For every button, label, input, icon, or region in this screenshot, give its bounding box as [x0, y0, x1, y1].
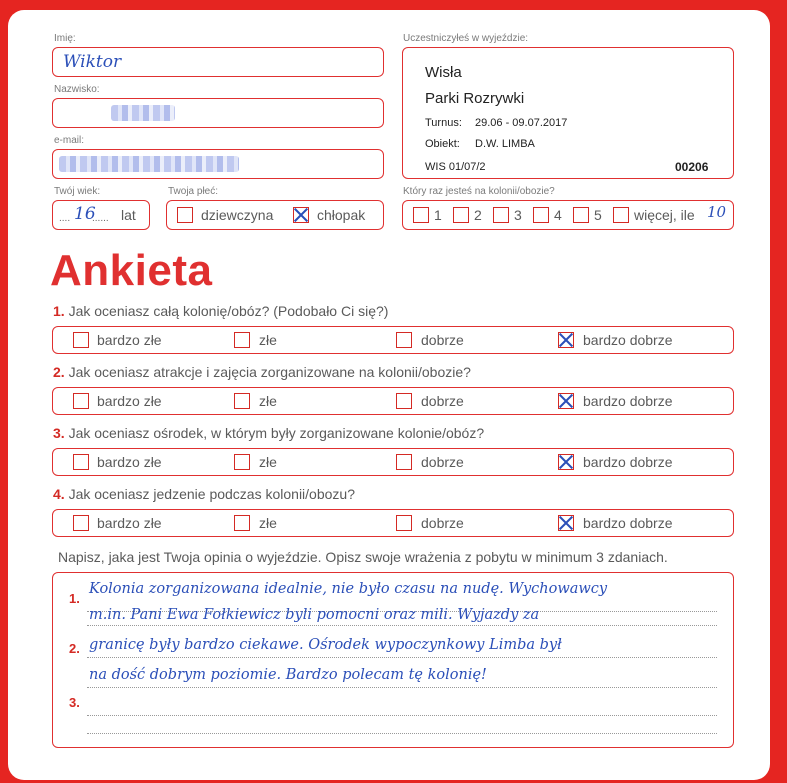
question-text: Jak oceniasz ośrodek, w którym były zorganizowane kolonie/obóz?: [68, 425, 485, 441]
option-bardzo-zle: bardzo złe: [97, 332, 162, 348]
label-imie: Imię:: [54, 33, 76, 44]
question-text: Jak oceniasz całą kolonię/obóz? (Podobało Ci się?): [68, 303, 389, 319]
option-chlopak: chłopak: [317, 207, 366, 223]
redacted-email: [59, 156, 239, 172]
label-ktory-raz: Który raz jesteś na kolonii/obozie?: [403, 186, 555, 197]
survey-title: Ankieta: [50, 246, 213, 295]
option-zle: złe: [259, 515, 277, 531]
checkbox-bardzo-dobrze[interactable]: [558, 454, 574, 470]
opinion-number-1: 1.: [69, 591, 80, 606]
question-text: Jak oceniasz jedzenie podczas kolonii/obozu?: [68, 486, 355, 502]
option-bardzo-dobrze: bardzo dobrze: [583, 454, 673, 470]
option-bardzo-dobrze: bardzo dobrze: [583, 393, 673, 409]
trip-obiekt: D.W. LIMBA: [475, 138, 535, 150]
value-wiek: 16: [74, 204, 96, 224]
option-raz-5: 5: [594, 207, 602, 223]
option-raz-wiecej: więcej, ile: [634, 207, 695, 223]
option-zle: złe: [259, 393, 277, 409]
opinion-textarea[interactable]: [52, 572, 734, 748]
checkbox-raz-1[interactable]: [413, 207, 429, 223]
option-raz-2: 2: [474, 207, 482, 223]
value-ktory-raz: 10: [707, 203, 727, 221]
checkbox-bardzo-dobrze[interactable]: [558, 332, 574, 348]
checkbox-raz-5[interactable]: [573, 207, 589, 223]
option-raz-3: 3: [514, 207, 522, 223]
option-dobrze: dobrze: [421, 393, 464, 409]
opinion-line-3: granicę były bardzo ciekawe. Ośrodek wypoczynkowy Limba był: [89, 637, 562, 653]
option-raz-4: 4: [554, 207, 562, 223]
checkbox-bardzo-zle[interactable]: [73, 332, 89, 348]
question-text: Jak oceniasz atrakcje i zajęcia zorganizowane na kolonii/obozie?: [68, 364, 471, 380]
checkbox-bardzo-zle[interactable]: [73, 515, 89, 531]
checkbox-raz-4[interactable]: [533, 207, 549, 223]
checkbox-raz-3[interactable]: [493, 207, 509, 223]
trip-obiekt-label: Obiekt:: [425, 138, 460, 150]
opinion-number-3: 3.: [69, 695, 80, 710]
field-imie[interactable]: [52, 47, 384, 77]
trip-place: Wisła: [425, 64, 462, 81]
checkbox-dobrze[interactable]: [396, 454, 412, 470]
checkbox-dobrze[interactable]: [396, 393, 412, 409]
writing-line: [87, 625, 717, 626]
label-nazwisko: Nazwisko:: [54, 84, 100, 95]
field-plec: [166, 200, 384, 230]
checkbox-dziewczyna[interactable]: [177, 207, 193, 223]
field-ktory-raz: [402, 200, 734, 230]
value-imie: Wiktor: [63, 52, 122, 72]
dots-wiek-before: ....: [59, 213, 71, 224]
field-wiek[interactable]: [52, 200, 150, 230]
question-number: 4.: [53, 486, 65, 502]
option-bardzo-zle: bardzo złe: [97, 454, 162, 470]
option-zle: złe: [259, 454, 277, 470]
checkbox-chlopak[interactable]: [293, 207, 309, 223]
checkbox-zle[interactable]: [234, 393, 250, 409]
answer-box: [52, 326, 734, 354]
redacted-nazwisko: [111, 105, 175, 121]
option-dziewczyna: dziewczyna: [201, 207, 274, 223]
checkbox-raz-wiecej[interactable]: [613, 207, 629, 223]
label-email: e-mail:: [54, 135, 85, 146]
question-number: 2.: [53, 364, 65, 380]
checkbox-zle[interactable]: [234, 332, 250, 348]
checkbox-raz-2[interactable]: [453, 207, 469, 223]
trip-name: Parki Rozrywki: [425, 90, 525, 107]
option-dobrze: dobrze: [421, 454, 464, 470]
checkbox-zle[interactable]: [234, 515, 250, 531]
dots-wiek-after: ......: [92, 213, 109, 224]
answer-box: [52, 448, 734, 476]
question-number: 1.: [53, 303, 65, 319]
checkbox-dobrze[interactable]: [396, 332, 412, 348]
answer-box: [52, 387, 734, 415]
question-number: 3.: [53, 425, 65, 441]
trip-info-box: [402, 47, 734, 179]
option-bardzo-dobrze: bardzo dobrze: [583, 515, 673, 531]
checkbox-zle[interactable]: [234, 454, 250, 470]
opinion-line-4: na dość dobrym poziomie. Bardzo polecam tę kolonię!: [89, 667, 487, 683]
label-plec: Twoja płeć:: [168, 186, 219, 197]
checkbox-bardzo-dobrze[interactable]: [558, 393, 574, 409]
trip-turnus: 29.06 - 09.07.2017: [475, 117, 568, 129]
field-email[interactable]: [52, 149, 384, 179]
writing-line: [87, 715, 717, 716]
option-bardzo-zle: bardzo złe: [97, 515, 162, 531]
writing-line: [87, 733, 717, 734]
opinion-prompt: Napisz, jaka jest Twoja opinia o wyjeździe. Opisz swoje wrażenia z pobytu w minimum 3 zdaniach.: [58, 549, 668, 565]
option-zle: złe: [259, 332, 277, 348]
trip-code: WIS 01/07/2: [425, 161, 486, 173]
option-dobrze: dobrze: [421, 515, 464, 531]
checkbox-bardzo-zle[interactable]: [73, 454, 89, 470]
option-bardzo-zle: bardzo złe: [97, 393, 162, 409]
opinion-line-1: Kolonia zorganizowana idealnie, nie było czasu na nudę. Wychowawcy: [89, 581, 608, 597]
wiek-unit: lat: [121, 207, 136, 223]
writing-line: [87, 687, 717, 688]
opinion-number-2: 2.: [69, 641, 80, 656]
option-raz-1: 1: [434, 207, 442, 223]
label-uczestniczyles: Uczestniczyłeś w wyjeździe:: [403, 33, 529, 44]
option-dobrze: dobrze: [421, 332, 464, 348]
answer-box: [52, 509, 734, 537]
option-bardzo-dobrze: bardzo dobrze: [583, 332, 673, 348]
checkbox-bardzo-zle[interactable]: [73, 393, 89, 409]
field-nazwisko[interactable]: [52, 98, 384, 128]
checkbox-bardzo-dobrze[interactable]: [558, 515, 574, 531]
label-wiek: Twój wiek:: [54, 186, 101, 197]
checkbox-dobrze[interactable]: [396, 515, 412, 531]
trip-number: 00206: [675, 160, 709, 174]
writing-line: [87, 657, 717, 658]
trip-turnus-label: Turnus:: [425, 117, 462, 129]
opinion-line-2: m.in. Pani Ewa Fołkiewicz byli pomocni oraz mili. Wyjazdy za: [89, 607, 540, 623]
